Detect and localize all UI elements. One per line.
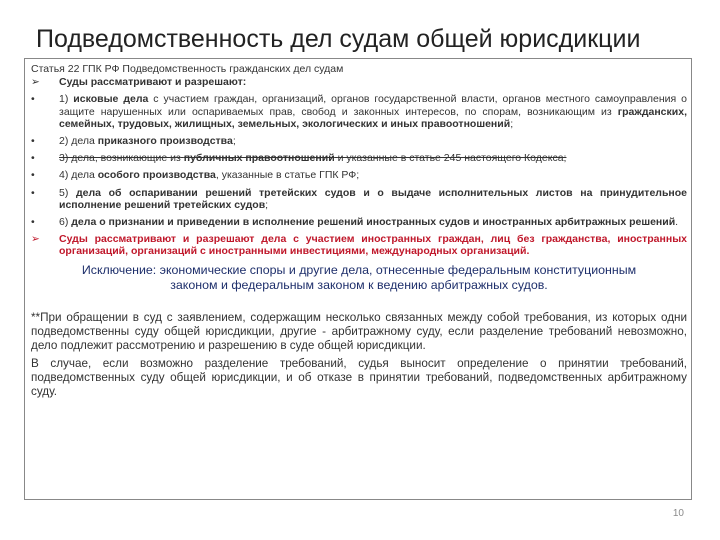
list-item-6 (31, 216, 687, 228)
bullet-icon: • (31, 169, 35, 182)
item5-num: 5) (59, 186, 69, 199)
list-item-4 (31, 169, 687, 181)
list-item-1 (31, 93, 687, 130)
bullet-icon: • (31, 152, 35, 165)
item1-text: с участием граждан, организаций, органов государственной власти, органов местного самоуправления о защите нарушенных или оспариваемых прав, свобод и законных интересов, по спорам, возникающим из (59, 93, 688, 118)
arrow-bullet-icon: ➢ (31, 233, 40, 246)
list-item-3 (31, 152, 687, 164)
item6-end: . (675, 216, 679, 229)
item1-bold: исковые дела (73, 93, 149, 106)
item4-text: 4) дела (59, 169, 95, 182)
content-body (31, 63, 687, 399)
article-heading: Статья 22 ГПК РФ Подведомственность гражданских дел судам (31, 63, 344, 75)
content-frame (24, 58, 692, 500)
arrow-bullet-icon: ➢ (31, 76, 40, 89)
lead-item (31, 76, 687, 88)
item6-bold: дела о признании и приведении в исполнение решений иностранных судов и иностранных арбитражных решений (71, 216, 676, 229)
paragraph-2: В случае, если возможно разделение требований, судья выносит определение о принятии требований, подведомственных суду общей юрисдикции, и об отказе в принятии требований, подведомственных арбитражному суду. (31, 356, 687, 398)
item1-bold-2: гражданских, семейных, трудовых, жилищных, земельных, экологических и иных правоотношений (59, 105, 687, 130)
bullet-icon: • (31, 186, 35, 199)
item6-num: 6) (59, 216, 69, 229)
paragraph-1: **При обращении в суд с заявлением, содержащим несколько связанных между собой требования, из которых одни подведомственны суду общей юрисдикции, другие - арбитражному суду, если разделение требований невозможно, дело подлежит рассмотрению и разрешению в суде общей юрисдикции. (31, 310, 687, 352)
foreign-text: Суды рассматривают и разрешают дела с участием иностранных граждан, лиц без гражданства, иностранных организаций, организаций с иностранными инвестициями, международных организаций. (59, 233, 687, 258)
item1-end: ; (510, 117, 514, 130)
bullet-icon: • (31, 216, 35, 229)
item3-bold: публичных правоотношений (183, 152, 335, 165)
bullet-icon: • (31, 135, 35, 148)
foreign-item (31, 233, 687, 257)
bullet-icon: • (31, 93, 35, 106)
list-item-2 (31, 135, 687, 147)
item5-end: ; (265, 198, 269, 211)
item3-text: 3) дела, возникающие из (59, 152, 181, 165)
item4-bold: особого производства (97, 169, 216, 182)
page-number: 10 (672, 508, 684, 519)
item3-end: и указанные в статье 245 настоящего Кодекса; (337, 152, 567, 165)
item1-num: 1) (59, 93, 69, 106)
lead-text: Суды рассматривают и разрешают: (59, 76, 247, 89)
item2-end: ; (232, 135, 236, 148)
item2-text: 2) дела (59, 135, 95, 148)
item4-end: , указанные в статье ГПК РФ; (215, 169, 360, 182)
item2-bold: приказного производства (97, 135, 233, 148)
exception-note: Исключение: экономические споры и другие дела, отнесенные федеральным конституционным законом и федеральным законом к ведению арбитражных судов. (81, 262, 637, 292)
item5-bold: дела об оспаривании решений третейских судов и о выдаче исполнительных листов на принудительное исполнение решений третейских судов (59, 186, 687, 211)
list-item-5 (31, 187, 687, 211)
page-title: Подведомственность дел судам общей юрисдикции (36, 25, 641, 53)
